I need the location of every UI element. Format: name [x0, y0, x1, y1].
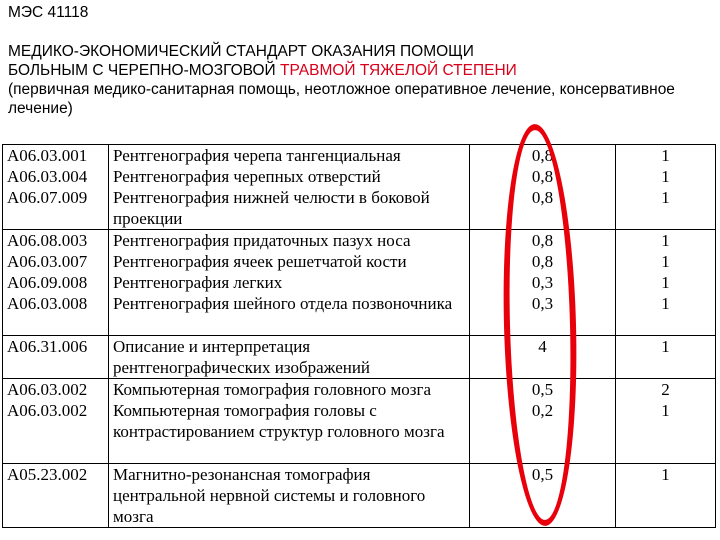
service-name: Рентгенография придаточных пазух носа [113, 231, 411, 250]
spacer [7, 357, 104, 378]
spacer [620, 442, 711, 463]
frequency-value: 0,8 [531, 167, 554, 186]
spacer [620, 314, 711, 335]
title-line-2 [8, 61, 708, 80]
quantity-value: 1 [661, 252, 670, 271]
service-name: Компьютерная томография головы с контрастированием структур головного мозга [113, 401, 445, 441]
service-name-cell [109, 145, 470, 230]
service-code: A06.03.008 [7, 294, 88, 313]
quantity-value: 1 [661, 294, 670, 313]
service-name-cell [109, 230, 470, 336]
frequency-value: 4 [538, 337, 547, 356]
service-code: A06.03.002 [7, 401, 88, 420]
service-name: Рентгенография ячеек решетчатой кости [113, 252, 407, 271]
frequency-value: 0,5 [531, 380, 554, 399]
frequency-value: 0,5 [531, 465, 554, 484]
service-name: Рентгенография нижней челюсти в боковой проекции [113, 188, 430, 228]
quantity-value: 1 [661, 401, 670, 420]
table-row [3, 145, 716, 230]
standard-code: МЭС 41118 [8, 4, 89, 21]
quantity-value: 1 [661, 231, 670, 250]
service-code: A06.31.006 [7, 337, 88, 356]
document-header [8, 3, 708, 118]
service-name: Описание и интерпретация рентгенографических изображений [113, 337, 371, 377]
services-table [2, 144, 716, 528]
spacer [7, 421, 104, 442]
spacer [620, 506, 711, 527]
title-line-1: МЕДИКО-ЭКОНОМИЧЕСКИЙ СТАНДАРТ ОКАЗАНИЯ ПОМОЩИ [8, 43, 474, 60]
quantity-value: 1 [661, 465, 670, 484]
service-code: A06.03.001 [7, 146, 88, 165]
frequency-value: 0,8 [531, 146, 554, 165]
service-code-cell [3, 336, 109, 379]
service-code: A06.03.002 [7, 380, 88, 399]
service-name: Рентгенография черепных отверстий [113, 167, 381, 186]
service-name-cell [109, 336, 470, 379]
frequency-value: 0,3 [531, 294, 554, 313]
title-line-2-text: БОЛЬНЫМ С ЧЕРЕПНО-МОЗГОВОЙ [8, 62, 280, 79]
table-row [3, 336, 716, 379]
quantity-value: 1 [661, 146, 670, 165]
service-name: Компьютерная томография головного мозга [113, 380, 432, 399]
service-name: Рентгенография легких [113, 273, 283, 292]
service-code-cell [3, 464, 109, 528]
quantity-value-cell [616, 464, 716, 528]
quantity-value: 1 [661, 188, 670, 207]
standard-subtitle: (первичная медико-санитарная помощь, неотложное оперативное лечение, консервативное лечение) [8, 81, 675, 117]
spacer [7, 208, 104, 229]
service-code-cell [3, 230, 109, 336]
frequency-value: 0,2 [531, 401, 554, 420]
quantity-value-cell [616, 230, 716, 336]
spacer [620, 485, 711, 506]
frequency-value: 0,8 [531, 231, 554, 250]
service-code: A06.08.003 [7, 231, 88, 250]
frequency-value: 0,3 [531, 273, 554, 292]
quantity-value: 1 [661, 167, 670, 186]
service-name-cell [109, 379, 470, 464]
quantity-value-cell [616, 379, 716, 464]
service-code: A05.23.002 [7, 465, 88, 484]
spacer [7, 485, 104, 506]
spacer [7, 506, 104, 527]
table-row [3, 464, 716, 528]
quantity-value: 2 [661, 380, 670, 399]
quantity-value-cell [616, 336, 716, 379]
table-row [3, 379, 716, 464]
spacer [7, 314, 104, 335]
service-code-cell [3, 145, 109, 230]
spacer [620, 208, 711, 229]
quantity-value: 1 [661, 273, 670, 292]
spacer [620, 421, 711, 442]
quantity-value: 1 [661, 337, 670, 356]
standard-title [8, 42, 708, 80]
service-name: Рентгенография шейного отдела позвоночника [113, 294, 453, 313]
service-name-cell [109, 464, 470, 528]
frequency-value: 0,8 [531, 188, 554, 207]
spacer [620, 357, 711, 378]
service-name: Магнитно-резонансная томография центральной нервной системы и головного мозга [113, 465, 426, 526]
service-code: A06.03.004 [7, 167, 88, 186]
service-name: Рентгенография черепа тангенциальная [113, 146, 401, 165]
service-code: A06.07.009 [7, 188, 88, 207]
service-code: A06.03.007 [7, 252, 88, 271]
frequency-value: 0,8 [531, 252, 554, 271]
title-severity-highlight: ТРАВМОЙ ТЯЖЕЛОЙ СТЕПЕНИ [280, 62, 517, 79]
service-code: A06.09.008 [7, 273, 88, 292]
spacer [7, 442, 104, 463]
service-code-cell [3, 379, 109, 464]
table-row [3, 230, 716, 336]
quantity-value-cell [616, 145, 716, 230]
